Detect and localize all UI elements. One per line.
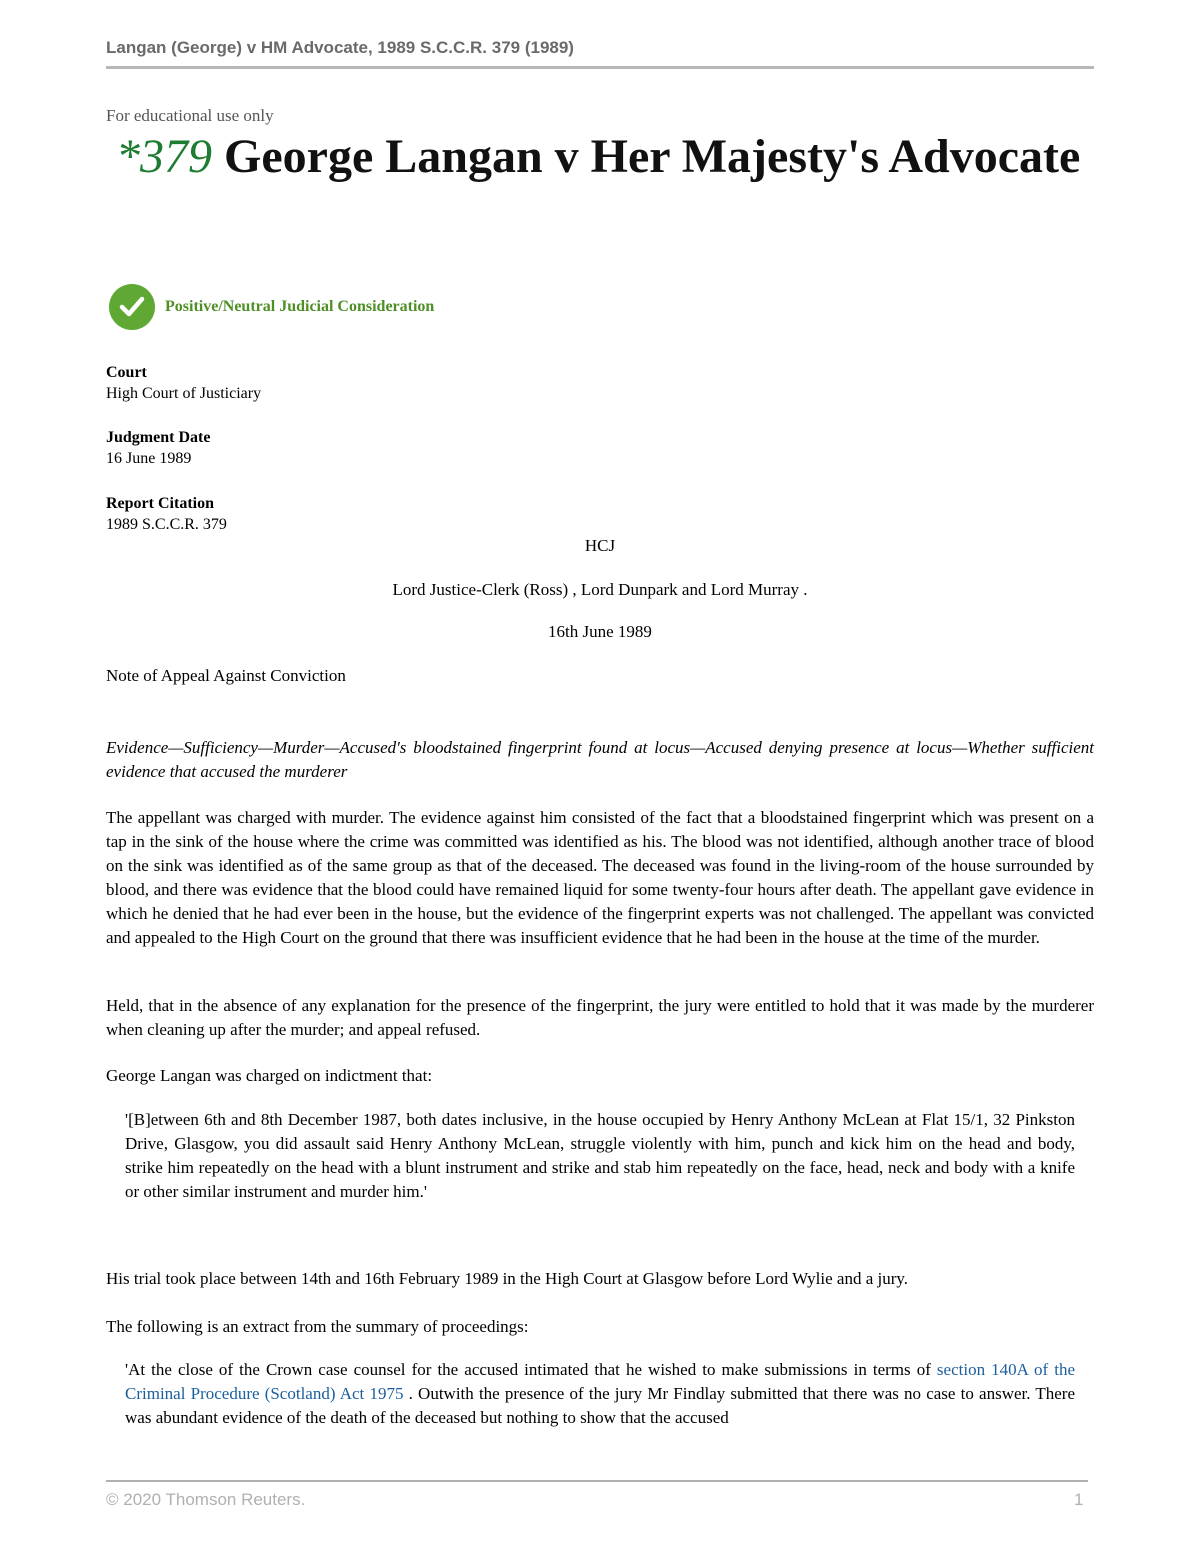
indictment-intro: George Langan was charged on indictment that: <box>106 1066 433 1085</box>
meta-judgment-date <box>106 427 210 469</box>
appeal-type: Note of Appeal Against Conviction <box>106 666 346 685</box>
meta-key: Court <box>106 364 147 381</box>
check-mark-svg <box>119 296 145 318</box>
extract-quote-start: 'At the close of the Crown case counsel for the accused intimated that he wished to make submissions in terms of <box>125 1360 937 1379</box>
judicial-consideration-status[interactable] <box>106 284 434 330</box>
extract-intro: The following is an extract from the summary of proceedings: <box>106 1317 529 1336</box>
case-summary: The appellant was charged with murder. The evidence against him consisted of the fact that a bloodstained fingerprint which was present on a tap in the sink of the house where the crime was committed was identified as his. The blood was not identified, although another trace of blood on the sink was identified as of the same group as that of the deceased. The deceased was found in the living-room of the house surrounded by blood, and there was evidence that the blood could have remained liquid for some twenty-four hours after death. The appellant gave evidence in which he denied that he had ever been in the house, but the evidence of the fingerprint experts was not challenged. The appellant was convicted and appealed to the High Court on the ground that there was insufficient evidence that he had been in the house at the time of the murder. <box>106 808 1094 947</box>
star-page-marker: *379 <box>116 130 212 183</box>
case-title-text: George Langan v Her Majesty's Advocate <box>224 130 1081 183</box>
meta-report-citation <box>106 493 227 535</box>
meta-key: Judgment Date <box>106 429 211 446</box>
indictment-quote: '[B]etween 6th and 8th December 1987, both dates inclusive, in the house occupied by Henry Anthony McLean at Flat 15/1, 32 Pinkston Drive, Glasgow, you did assault said Henry Anthony McLean, struggle violently with him, punch and kick him on the head and body, strike him repeatedly on the head with a blunt instrument and strike and stab him repeatedly on the face, head, neck and body with a knife or other similar instrument and murder him.' <box>125 1110 1075 1201</box>
meta-value: 1989 S.C.C.R. 379 <box>106 516 227 533</box>
extract-quote <box>125 1358 1075 1430</box>
educational-use-note: For educational use only <box>106 106 274 125</box>
check-icon <box>109 284 155 330</box>
footer-divider <box>106 1480 1088 1482</box>
trial-paragraph: His trial took place between 14th and 16th February 1989 in the High Court at Glasgow before Lord Wylie and a jury. <box>106 1269 909 1288</box>
meta-value: 16 June 1989 <box>106 450 192 467</box>
extract-quote-end: . Outwith the presence of the jury Mr Findlay submitted that there was no case to answer. There was abundant evidence of the death of the deceased but nothing to show that the accused <box>125 1384 1075 1427</box>
running-header: Langan (George) v HM Advocate, 1989 S.C.C.R. 379 (1989) <box>106 38 574 57</box>
meta-key: Report Citation <box>106 495 214 512</box>
statute-link[interactable]: section 140A of the Criminal Procedure (Scotland) Act 1975 <box>125 1360 1076 1403</box>
status-label: Positive/Neutral Judicial Consideration <box>165 298 435 315</box>
judges-line: Lord Justice-Clerk (Ross) , Lord Dunpark and Lord Murray . <box>392 580 808 599</box>
page-number: 1 <box>1074 1490 1084 1509</box>
meta-value: High Court of Justiciary <box>106 385 262 402</box>
catchwords: Evidence—Sufficiency—Murder—Accused's bloodstained fingerprint found at locus—Accused denying presence at locus—Whether sufficient evidence that accused the murderer <box>106 738 1094 781</box>
case-title <box>106 126 1096 188</box>
meta-court <box>106 362 261 404</box>
judgment-date-line: 16th June 1989 <box>548 622 652 641</box>
court-abbreviation: HCJ <box>584 536 616 555</box>
copyright-notice: © 2020 Thomson Reuters. <box>106 1490 306 1509</box>
header-divider <box>106 66 1094 69</box>
held-paragraph: Held, that in the absence of any explanation for the presence of the fingerprint, the jury were entitled to hold that it was made by the murderer when cleaning up after the murder; and appeal refused. <box>106 996 1094 1039</box>
